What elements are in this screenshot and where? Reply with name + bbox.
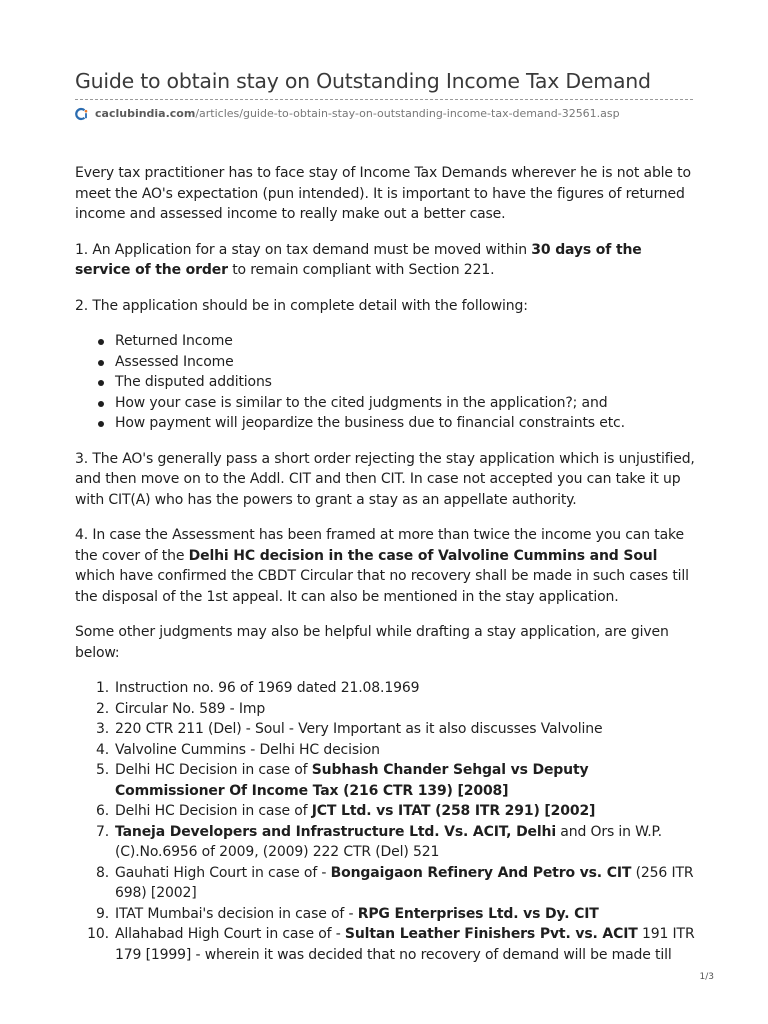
point-4-paragraph (75, 525, 695, 607)
judgment-text: Circular No. 589 - Imp (115, 700, 266, 717)
point-1-text-end: to remain compliant with Section 221. (227, 262, 495, 278)
judgment-case-name: Taneja Developers and Infrastructure Ltd. Vs. ACIT, Delhi (115, 823, 556, 840)
judgment-text-end: (256 ITR 698) [2002] (115, 864, 694, 901)
judgment-text: Delhi HC Decision in case of (115, 762, 312, 778)
article-title: Guide to obtain stay on Outstanding Income Tax Demand (75, 69, 651, 93)
judgment-case-name: Subhash Chander Sehgal vs Deputy Commissioner Of Income Tax (216 CTR 139) [2008] (115, 762, 589, 799)
judgment-text: Instruction no. 96 of 1969 dated 21.08.1969 (115, 680, 420, 696)
point-4-text-end: which have confirmed the CBDT Circular that no recovery shall be made in such cases till the disposal of the 1st appeal. It can also be mentioned in the stay application. (75, 568, 689, 605)
source-link[interactable] (75, 105, 620, 123)
judgment-text: Delhi HC Decision in case of (115, 803, 312, 819)
list-item (75, 699, 695, 720)
judgment-case-name: Sultan Leather Finishers Pvt. vs. ACIT (344, 926, 638, 942)
caclubindia-logo-icon (75, 107, 89, 121)
list-number: 2. (95, 700, 109, 717)
list-item (75, 822, 695, 863)
list-item: The disputed additions (75, 372, 695, 393)
judgment-case-name: RPG Enterprises Ltd. vs Dy. CIT (357, 905, 599, 922)
list-item (75, 904, 695, 925)
judgment-text: Gauhati High Court in case of - (115, 864, 331, 881)
source-domain: caclubindia.com (95, 107, 196, 120)
list-item (75, 678, 695, 699)
list-item (75, 740, 695, 761)
list-item (75, 863, 695, 904)
point-4-text: 4. In case the Assessment has been framed at more than twice the income you can take the cover of the (75, 527, 684, 564)
list-number: 8. (95, 864, 109, 881)
list-item: How your case is similar to the cited judgments in the application?; and (75, 393, 695, 414)
list-number: 4. (95, 741, 109, 758)
point-2-paragraph: 2. The application should be in complete detail with the following: (75, 297, 528, 314)
list-item (75, 801, 695, 822)
judgment-text: Valvoline Cummins - Delhi HC decision (115, 741, 380, 758)
title-divider (75, 99, 693, 100)
judgment-text-end: 191 ITR 179 [1999] - wherein it was decided that no recovery of demand will be made till (115, 926, 695, 963)
list-number: 1. (95, 680, 109, 696)
list-number: 9. (95, 905, 109, 922)
judgment-case-name: JCT Ltd. vs ITAT (258 ITR 291) [2002] (311, 803, 596, 819)
list-number: 10. (87, 926, 109, 942)
point-1-paragraph (75, 240, 695, 281)
point-4-emphasis: Delhi HC decision in the case of Valvoline Cummins and Soul (188, 547, 658, 564)
judgment-text: ITAT Mumbai's decision in case of - (115, 905, 358, 922)
list-item: Returned Income (75, 331, 695, 352)
list-item: How payment will jeopardize the business due to financial constraints etc. (75, 413, 695, 434)
application-details-list (75, 331, 695, 434)
point-1-text: 1. An Application for a stay on tax demand must be moved within (75, 241, 532, 258)
list-item (75, 760, 695, 801)
source-path: /articles/guide-to-obtain-stay-on-outstanding-income-tax-demand-32561.asp (195, 107, 620, 120)
judgment-text: 220 CTR 211 (Del) - Soul - Very Important as it also discusses Valvoline (115, 721, 603, 737)
judgment-case-name: Bongaigaon Refinery And Petro vs. CIT (330, 864, 632, 881)
point-1-emphasis: 30 days of the service of the order (75, 241, 642, 278)
judgment-text: Allahabad High Court in case of - (115, 926, 345, 942)
page-number: 1/3 (699, 972, 714, 982)
point-3-paragraph: 3. The AO's generally pass a short order rejecting the stay application which is unjustified, and then move on to the Addl. CIT and then CIT. In case not accepted you can take it up with CIT(A) who has the powers to grant a stay as an appellate authority. (75, 450, 695, 508)
judgments-intro-paragraph: Some other judgments may also be helpful while drafting a stay application, are given below: (75, 624, 669, 661)
list-item (75, 719, 695, 740)
judgments-list (75, 678, 695, 965)
list-number: 6. (95, 803, 109, 819)
list-item (75, 924, 695, 965)
list-number: 5. (95, 762, 109, 778)
list-number: 3. (95, 721, 109, 737)
list-number: 7. (95, 823, 109, 840)
intro-paragraph: Every tax practitioner has to face stay of Income Tax Demands wherever he is not able to meet the AO's expectation (pun intended). It is important to have the figures of returned income and assessed income to really make out a better case. (75, 165, 691, 222)
article-body (75, 163, 695, 965)
list-item: Assessed Income (75, 352, 695, 373)
judgment-text-end: and Ors in W.P.(C).No.6956 of 2009, (2009) 222 CTR (Del) 521 (115, 823, 662, 860)
